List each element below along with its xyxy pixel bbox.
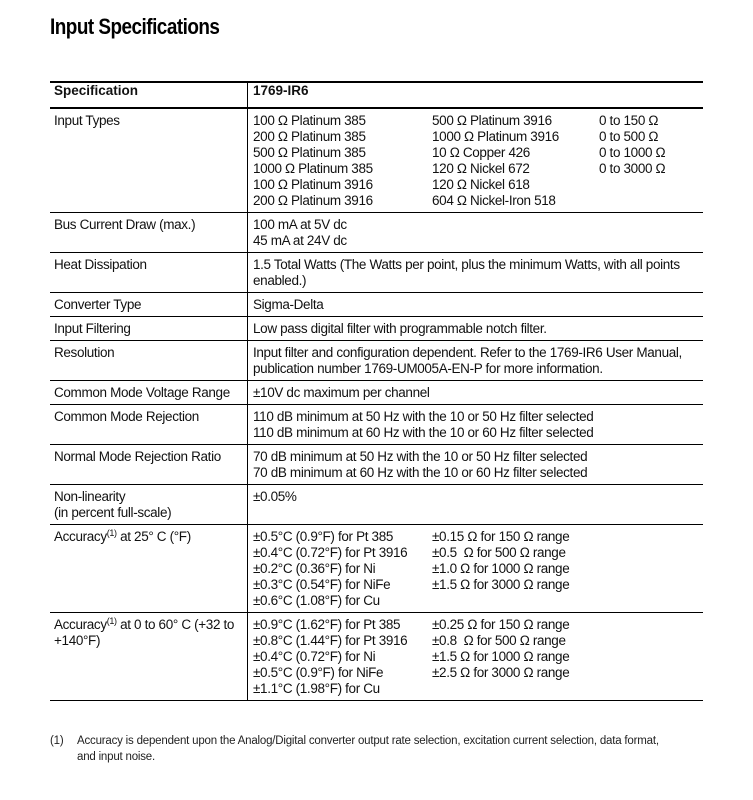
label-bus-current: Bus Current Draw (max.) bbox=[54, 217, 196, 232]
label-heat-dissipation: Heat Dissipation bbox=[54, 257, 147, 272]
list-item: ±0.8°C (1.44°F) for Pt 3916 bbox=[253, 633, 408, 648]
row-common-mode-rejection bbox=[50, 405, 703, 445]
accuracy-0-60c-col-b bbox=[432, 617, 569, 697]
list-item: ±0.2°C (0.36°F) for Ni bbox=[253, 561, 376, 576]
input-types-col-c bbox=[599, 113, 665, 209]
list-item: ±1.5 Ω for 1000 Ω range bbox=[432, 649, 570, 664]
footnote-ref: (1) bbox=[106, 528, 117, 538]
list-item: 200 Ω Platinum 3916 bbox=[253, 193, 373, 208]
header-model: 1769-IR6 bbox=[248, 82, 704, 108]
accuracy-25c-col-a bbox=[253, 529, 432, 609]
accuracy-0-60c-col-a bbox=[253, 617, 432, 697]
list-item: ±0.25 Ω for 150 Ω range bbox=[432, 617, 570, 632]
row-heat-dissipation bbox=[50, 253, 703, 293]
list-item: 0 to 3000 Ω bbox=[599, 161, 666, 176]
list-item: ±1.0 Ω for 1000 Ω range bbox=[432, 561, 570, 576]
row-normal-mode-rejection bbox=[50, 445, 703, 485]
page-title: Input Specifications bbox=[50, 14, 220, 39]
input-types-col-b bbox=[432, 113, 599, 209]
label-non-linearity: Non-linearity (in percent full-scale) bbox=[54, 489, 172, 520]
list-item: 100 Ω Platinum 385 bbox=[253, 113, 366, 128]
list-item: ±0.4°C (0.72°F) for Ni bbox=[253, 649, 376, 664]
table-header-row bbox=[50, 82, 703, 108]
value-bus-current: 100 mA at 5V dc 45 mA at 24V dc bbox=[253, 217, 347, 248]
value-heat-dissipation: 1.5 Total Watts (The Watts per point, plus the minimum Watts, with all points enabled.) bbox=[253, 257, 680, 288]
label-common-mode-rejection: Common Mode Rejection bbox=[54, 409, 199, 424]
header-specification: Specification bbox=[50, 82, 248, 108]
list-item: ±1.1°C (1.98°F) for Cu bbox=[253, 681, 380, 696]
label-input-filtering: Input Filtering bbox=[54, 321, 131, 336]
row-bus-current bbox=[50, 213, 703, 253]
footnote-text: Accuracy is dependent upon the Analog/Digital converter output rate selection, excitation current selection, data format, and input noise. bbox=[77, 735, 659, 763]
row-input-filtering bbox=[50, 317, 703, 341]
list-item: 100 Ω Platinum 3916 bbox=[253, 177, 373, 192]
list-item: ±0.5°C (0.9°F) for Pt 385 bbox=[253, 529, 394, 544]
value-normal-mode-rejection: 70 dB minimum at 50 Hz with the 10 or 50 Hz filter selected 70 dB minimum at 60 Hz with the 10 or 60 Hz filter selected bbox=[253, 449, 588, 480]
list-item: 200 Ω Platinum 385 bbox=[253, 129, 366, 144]
list-item: 604 Ω Nickel-Iron 518 bbox=[432, 193, 556, 208]
value-converter-type: Sigma-Delta bbox=[253, 297, 324, 312]
row-non-linearity bbox=[50, 485, 703, 525]
list-item: ±0.3°C (0.54°F) for NiFe bbox=[253, 577, 391, 592]
label-accuracy-25c: Accuracy$^{(1)}$ at 25° C (°F) bbox=[54, 528, 191, 544]
list-item: ±2.5 Ω for 3000 Ω range bbox=[432, 665, 570, 680]
row-resolution bbox=[50, 341, 703, 381]
row-input-types bbox=[50, 108, 703, 213]
list-item: ±0.6°C (1.08°F) for Cu bbox=[253, 593, 380, 608]
footnote-mark: (1) bbox=[50, 735, 64, 747]
list-item: ±0.5°C (0.9°F) for NiFe bbox=[253, 665, 384, 680]
value-input-types bbox=[248, 109, 703, 212]
footnote bbox=[50, 733, 703, 765]
list-item: ±1.5 Ω for 3000 Ω range bbox=[432, 577, 570, 592]
accuracy-25c-col-b bbox=[432, 529, 569, 609]
row-accuracy-0-60c bbox=[50, 613, 703, 701]
value-common-mode-rejection: 110 dB minimum at 50 Hz with the 10 or 50 Hz filter selected 110 dB minimum at 60 Hz with the 10 or 60 Hz filter selected bbox=[253, 409, 594, 440]
list-item: ±0.8 Ω for 500 Ω range bbox=[432, 633, 566, 648]
row-common-mode-voltage bbox=[50, 381, 703, 405]
list-item: ±0.9°C (1.62°F) for Pt 385 bbox=[253, 617, 401, 632]
list-item: 120 Ω Nickel 672 bbox=[432, 161, 530, 176]
value-common-mode-voltage: ±10V dc maximum per channel bbox=[253, 385, 430, 400]
input-types-col-a bbox=[253, 113, 432, 209]
label-input-types: Input Types bbox=[54, 113, 120, 128]
footnote-ref: (1) bbox=[106, 616, 117, 626]
list-item: 1000 Ω Platinum 385 bbox=[253, 161, 373, 176]
list-item: 500 Ω Platinum 3916 bbox=[432, 113, 552, 128]
list-item: ±0.4°C (0.72°F) for Pt 3916 bbox=[253, 545, 408, 560]
list-item: 1000 Ω Platinum 3916 bbox=[432, 129, 559, 144]
label-resolution: Resolution bbox=[54, 345, 115, 360]
list-item: 0 to 1000 Ω bbox=[599, 145, 666, 160]
list-item: 0 to 500 Ω bbox=[599, 129, 659, 144]
value-non-linearity: ±0.05% bbox=[253, 489, 297, 504]
label-normal-mode-rejection: Normal Mode Rejection Ratio bbox=[54, 449, 221, 464]
label-common-mode-voltage: Common Mode Voltage Range bbox=[54, 385, 230, 400]
value-input-filtering: Low pass digital filter with programmable notch filter. bbox=[253, 321, 547, 336]
label-converter-type: Converter Type bbox=[54, 297, 142, 312]
row-converter-type bbox=[50, 293, 703, 317]
row-accuracy-25c bbox=[50, 525, 703, 613]
list-item: ±0.5 Ω for 500 Ω range bbox=[432, 545, 566, 560]
label-accuracy-0-60c: Accuracy$^{(1)}$ at 0 to 60° C (+32 to +140°F) bbox=[54, 616, 235, 648]
value-resolution: Input filter and configuration dependent. Refer to the 1769-IR6 User Manual, publication number 1769-UM005A-EN-P for more information. bbox=[253, 345, 682, 376]
list-item: 500 Ω Platinum 385 bbox=[253, 145, 366, 160]
value-accuracy-25c bbox=[248, 525, 703, 612]
list-item: 10 Ω Copper 426 bbox=[432, 145, 530, 160]
list-item: ±0.15 Ω for 150 Ω range bbox=[432, 529, 570, 544]
spec-table bbox=[50, 81, 703, 701]
list-item: 120 Ω Nickel 618 bbox=[432, 177, 530, 192]
value-accuracy-0-60c bbox=[248, 613, 703, 700]
list-item: 0 to 150 Ω bbox=[599, 113, 659, 128]
